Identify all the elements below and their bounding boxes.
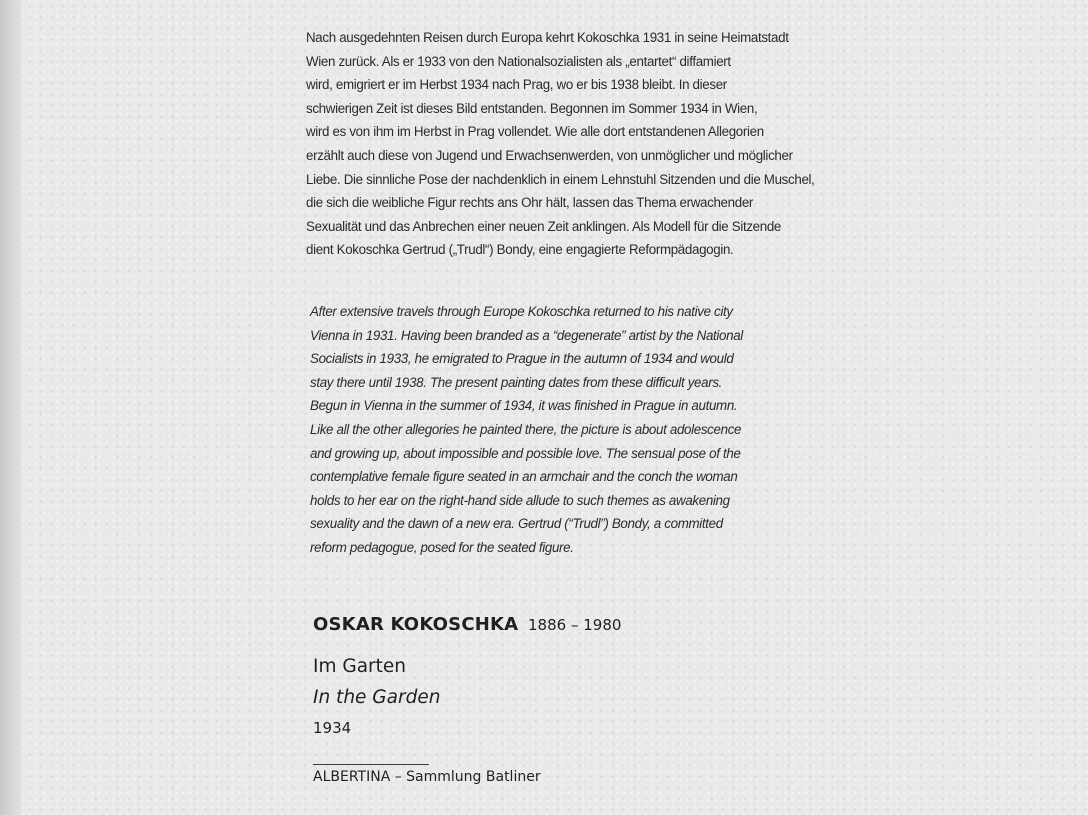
english-line: Like all the other allegories he painted there, the picture is about adolescence bbox=[310, 421, 742, 438]
german-line: wird es von ihm im Herbst in Prag vollendet. Wie alle dort entstandenen Allegorien bbox=[306, 124, 764, 141]
german-line: die sich die weibliche Figur rechts ans Ohr hält, lassen das Thema erwachender bbox=[306, 195, 754, 212]
english-line: sexuality and the dawn of a new era. Gertrud (“Trudl”) Bondy, a committed bbox=[310, 516, 723, 533]
german-line: Wien zurück. Als er 1933 von den Nationalsozialisten als „entartet“ diffamiert bbox=[306, 53, 731, 70]
german-line: Nach ausgedehnten Reisen durch Europa kehrt Kokoschka 1931 in seine Heimatstadt bbox=[306, 30, 789, 46]
artwork-title-german: Im Garten bbox=[313, 656, 406, 677]
german-line: dient Kokoschka Gertrud („Trudl“) Bondy, eine engagierte Reformpädagogin. bbox=[306, 242, 734, 259]
english-line: Vienna in 1931. Having been branded as a “degenerate” artist by the National bbox=[310, 327, 743, 344]
english-description bbox=[310, 301, 789, 561]
german-line: Sexualität und das Anbrechen einer neuen Zeit anklingen. Als Modell für die Sitzende bbox=[306, 218, 782, 235]
german-line: wird, emigriert er im Herbst 1934 nach Prag, wo er bis 1938 bleibt. In dieser bbox=[306, 77, 727, 94]
english-line: stay there until 1938. The present painting dates from these difficult years. bbox=[310, 374, 723, 391]
german-line: erzählt auch diese von Jugend und Erwachsenwerden, von unmöglicher und möglicher bbox=[306, 147, 793, 164]
english-line: Begun in Vienna in the summer of 1934, it was finished in Prague in autumn. bbox=[310, 398, 738, 415]
english-line: Socialists in 1933, he emigrated to Prague in the autumn of 1934 and would bbox=[310, 351, 734, 368]
artist-name: OSKAR KOKOSCHKA bbox=[313, 614, 519, 635]
german-line: Liebe. Die sinnliche Pose der nachdenklich in einem Lehnstuhl Sitzenden und die Muschel, bbox=[306, 171, 815, 188]
artwork-date: 1934 bbox=[313, 719, 352, 737]
english-line: and growing up, about impossible and possible love. The sensual pose of the bbox=[310, 445, 741, 462]
artist-heading bbox=[313, 614, 621, 635]
english-line: reform pedagogue, posed for the seated figure. bbox=[310, 539, 574, 556]
english-line: contemplative female figure seated in an armchair and the conch the woman bbox=[310, 469, 738, 486]
divider-rule bbox=[313, 764, 429, 765]
wall-edge-shadow bbox=[0, 0, 22, 815]
english-line: holds to her ear on the right-hand side allude to such themes as awakening bbox=[310, 492, 730, 509]
english-line: After extensive travels through Europe Kokoschka returned to his native city bbox=[310, 304, 733, 320]
collection-credit: ALBERTINA – Sammlung Batliner bbox=[313, 769, 541, 785]
german-description bbox=[306, 27, 815, 263]
german-line: schwierigen Zeit ist dieses Bild entstanden. Begonnen im Sommer 1934 in Wien, bbox=[306, 100, 758, 117]
artist-life-years: 1886 – 1980 bbox=[528, 616, 622, 634]
artwork-title-english: In the Garden bbox=[313, 687, 441, 708]
